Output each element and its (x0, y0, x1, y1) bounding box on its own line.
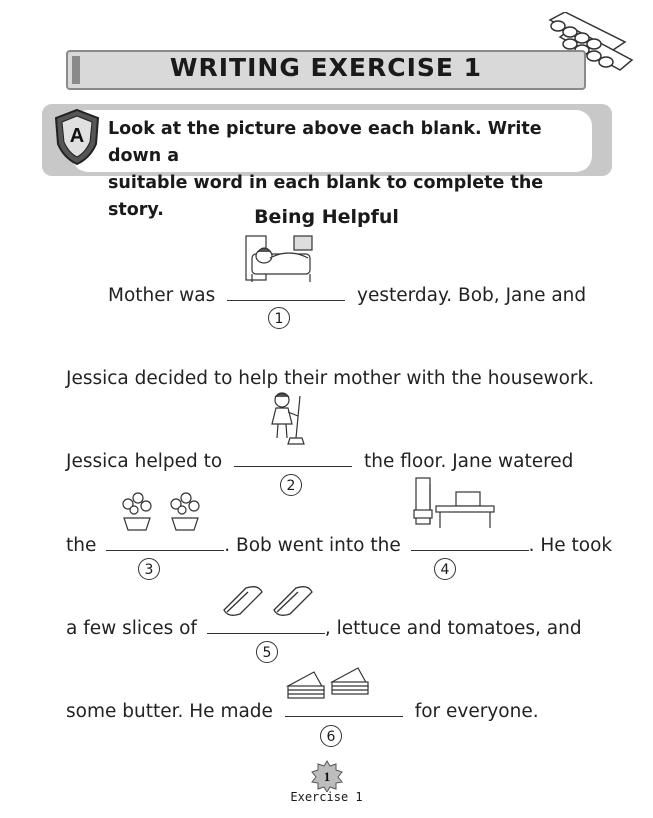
sick-mother-in-bed-icon (244, 232, 318, 284)
story-line-4 (66, 535, 612, 556)
story-title: Being Helpful (254, 206, 399, 228)
blank-number-1: 1 (268, 307, 290, 329)
blank-number-3: 3 (138, 558, 160, 580)
story-line-3-start: Jessica helped to (66, 451, 223, 472)
story-line-6 (66, 701, 539, 722)
story-line-1-start: Mother was (108, 285, 216, 306)
footer-label: Exercise 1 (290, 790, 363, 804)
story-line-6-start: some butter. He made (66, 701, 273, 722)
instruction-line-2: suitable word in each blank to complete the story. (108, 173, 544, 220)
blank-6[interactable] (285, 716, 403, 717)
page-number: 1 (323, 769, 331, 784)
story-line-4-start: the (66, 535, 97, 556)
story-line-1-end: yesterday. Bob, Jane and (357, 285, 587, 306)
story-line-3 (66, 451, 573, 472)
kitchen-icon (410, 474, 498, 532)
blank-number-5: 5 (256, 641, 278, 663)
story-line-4-middle: . Bob went into the (224, 535, 401, 556)
blank-number-4: 4 (434, 558, 456, 580)
blank-number-6: 6 (320, 725, 342, 747)
story-line-5-end: , lettuce and tomatoes, and (324, 618, 582, 639)
story-line-6-end: for everyone. (414, 701, 539, 722)
story-line-1 (108, 285, 586, 306)
flower-pots-icon (116, 492, 208, 532)
blank-2[interactable] (234, 466, 352, 467)
bread-slices-icon (218, 582, 324, 618)
blank-4[interactable] (411, 550, 529, 551)
instruction-line-1: Look at the picture above each blank. Write down a (108, 119, 542, 166)
blank-number-2: 2 (280, 474, 302, 496)
section-badge-letter: A (69, 125, 85, 147)
blank-1[interactable] (227, 300, 345, 301)
blank-3[interactable] (106, 550, 224, 551)
story-line-5-start: a few slices of (66, 618, 197, 639)
story-line-4-end: . He took (528, 535, 613, 556)
girl-sweeping-icon (266, 390, 310, 448)
section-badge-icon (52, 108, 102, 166)
blank-5[interactable] (207, 633, 325, 634)
story-line-3-end: the floor. Jane watered (364, 451, 574, 472)
sandwiches-icon (284, 664, 374, 704)
story-line-2: Jessica decided to help their mother with the housework. (66, 368, 595, 389)
page-number-badge (311, 760, 343, 792)
story-line-5 (66, 618, 582, 639)
page-title: WRITING EXERCISE 1 (169, 53, 483, 82)
